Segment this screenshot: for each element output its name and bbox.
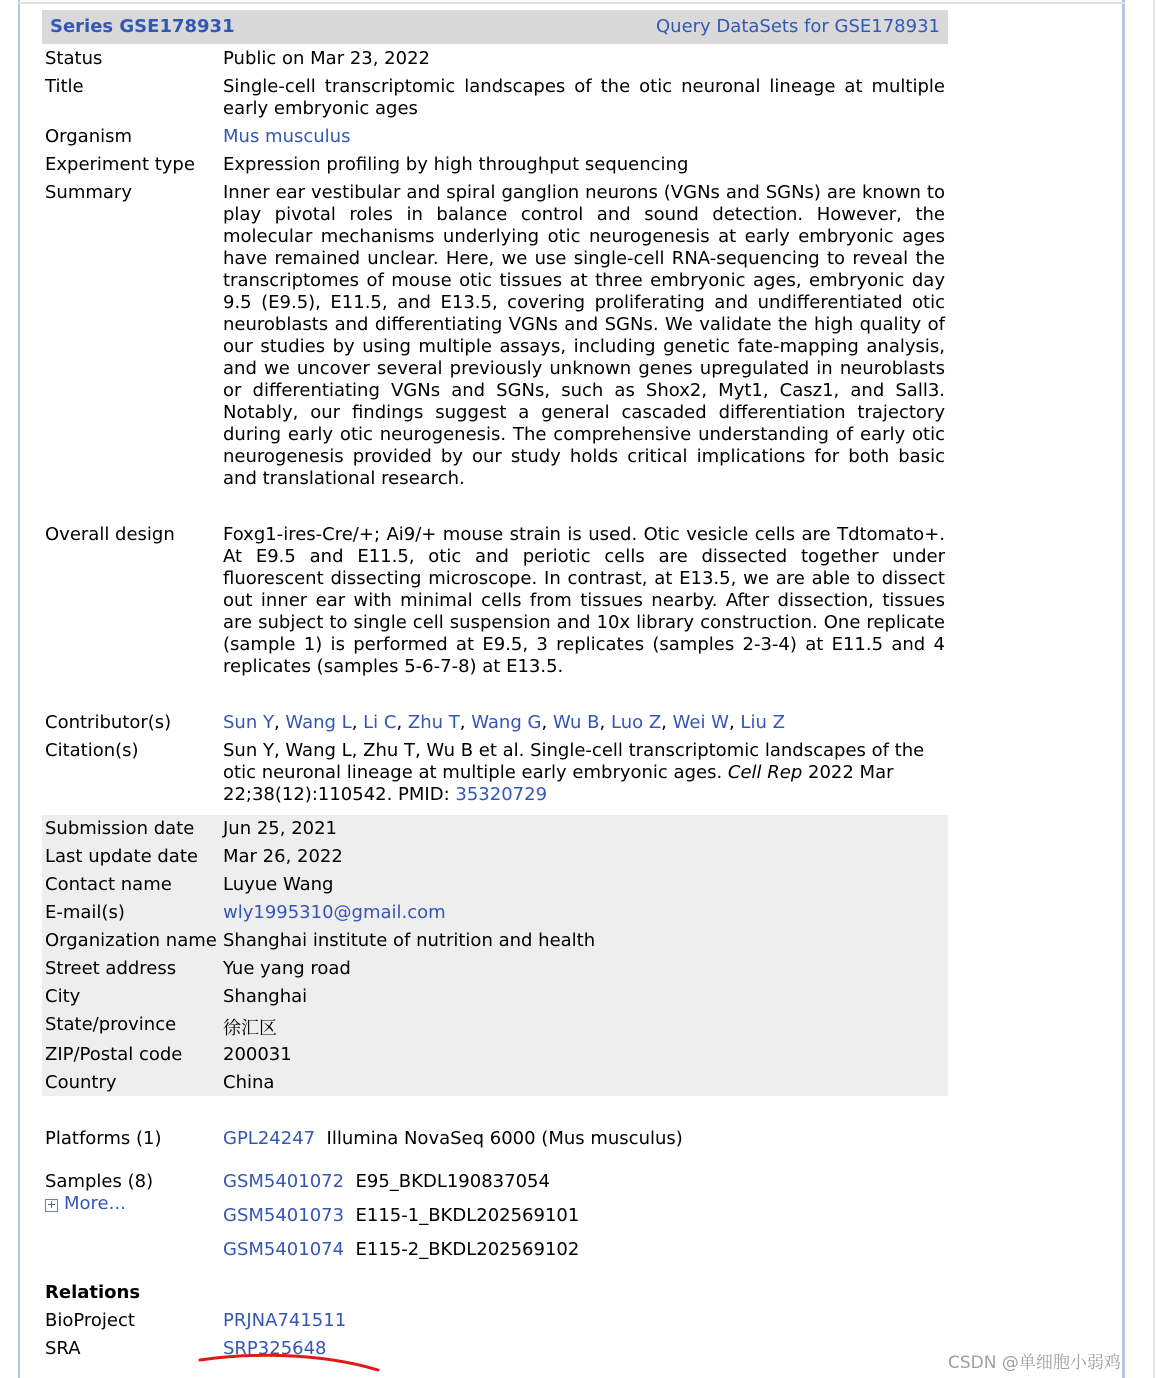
country-label: Country bbox=[45, 1072, 117, 1093]
platform-desc: Illumina NovaSeq 6000 (Mus musculus) bbox=[326, 1128, 683, 1149]
red-underline-annotation bbox=[198, 1352, 388, 1376]
organism-link[interactable]: Mus musculus bbox=[223, 126, 351, 147]
city-value: Shanghai bbox=[223, 986, 308, 1007]
contributor-link[interactable]: Sun Y bbox=[223, 712, 274, 733]
more-link-label[interactable]: More... bbox=[64, 1193, 126, 1214]
watermark: CSDN @单细胞小弱鸡 bbox=[948, 1353, 1121, 1373]
contributors-label: Contributor(s) bbox=[45, 712, 172, 733]
organism-label: Organism bbox=[45, 126, 133, 147]
sample-row bbox=[223, 1171, 550, 1192]
contributor-link[interactable]: Zhu T bbox=[407, 712, 460, 733]
email-label: E-mail(s) bbox=[45, 902, 125, 923]
street-value: Yue yang road bbox=[223, 958, 351, 979]
last-update-value: Mar 26, 2022 bbox=[223, 846, 343, 867]
citation-details: 2022 Mar 22;38(12):110542. PMID: bbox=[223, 762, 894, 805]
overall-design-label: Overall design bbox=[45, 524, 175, 545]
organization-value: Shanghai institute of nutrition and health bbox=[223, 930, 596, 951]
relations-heading: Relations bbox=[45, 1282, 141, 1303]
samples-label: Samples (8) bbox=[45, 1171, 154, 1192]
citation-journal: Cell Rep bbox=[727, 762, 803, 783]
series-title: Series GSE178931 bbox=[50, 16, 235, 37]
bioproject-link[interactable]: PRJNA741511 bbox=[223, 1310, 347, 1331]
sample-link[interactable]: GSM5401074 bbox=[223, 1239, 345, 1260]
citation-label: Citation(s) bbox=[45, 740, 139, 761]
country-value: China bbox=[223, 1072, 275, 1093]
contributor-link[interactable]: Wu B bbox=[552, 712, 600, 733]
status-label: Status bbox=[45, 48, 103, 69]
bioproject-label: BioProject bbox=[45, 1310, 135, 1331]
samples-more-link[interactable] bbox=[45, 1193, 126, 1214]
contributor-link[interactable]: Liu Z bbox=[740, 712, 785, 733]
sra-link[interactable]: SRP325648 bbox=[223, 1338, 327, 1359]
sample-name: E115-2_BKDL202569102 bbox=[355, 1239, 580, 1260]
status-value: Public on Mar 23, 2022 bbox=[223, 48, 430, 69]
summary-text: Inner ear vestibular and spiral ganglion neurons (VGNs and SGNs) are known to play pivotal roles in balance control and sound detection. However, the molecular mechanisms underlying otic neurogenesis at early embryonic ages have remained unclear. Here, we use single-cell RNA-sequencing to reveal the transcriptomes of mouse otic tissues at three embryonic ages, embryonic day 9.5 (E9.5), E11.5, and E13.5, covering proliferating and undifferentiated otic neuroblasts and differentiating VGNs and SGNs. We validate the high quality of our studies by using multiple assays, including genetic fate-mapping analysis, and we uncover several previously unknown genes upregulated in neuroblasts or differentiating VGNs and SGNs, such as Shox2, Myt1, Casz1, and Sall3. Notably, our findings suggest a general cascaded differentiation trajectory during early otic neurogenesis. The comprehensive understanding of early otic neurogenesis provided by our study holds critical implications for both basic and translational research. bbox=[223, 182, 945, 489]
city-label: City bbox=[45, 986, 81, 1007]
state-label: State/province bbox=[45, 1014, 177, 1035]
page-margin bbox=[1125, 0, 1156, 1378]
platform-row bbox=[223, 1128, 683, 1149]
query-datasets-link[interactable]: Query DataSets for GSE178931 bbox=[656, 16, 940, 37]
street-label: Street address bbox=[45, 958, 177, 979]
title-value: Single-cell transcriptomic landscapes of the otic neuronal lineage at multiple early embryonic ages bbox=[223, 76, 945, 119]
series-header bbox=[42, 10, 948, 44]
sample-name: E115-1_BKDL202569101 bbox=[355, 1205, 580, 1226]
platforms-label: Platforms (1) bbox=[45, 1128, 162, 1149]
sample-row bbox=[223, 1205, 579, 1226]
top-border bbox=[18, 2, 1125, 4]
contact-name-value: Luyue Wang bbox=[223, 874, 334, 895]
citation-text bbox=[223, 740, 935, 806]
sample-link[interactable]: GSM5401072 bbox=[223, 1171, 345, 1192]
contact-name-label: Contact name bbox=[45, 874, 172, 895]
organization-label: Organization name bbox=[45, 930, 217, 951]
email-link[interactable]: wly1995310@gmail.com bbox=[223, 902, 446, 923]
sample-row bbox=[223, 1239, 579, 1260]
title-label: Title bbox=[45, 76, 84, 97]
scroll-edge bbox=[1153, 0, 1155, 1378]
zip-value: 200031 bbox=[223, 1044, 292, 1065]
zip-label: ZIP/Postal code bbox=[45, 1044, 183, 1065]
overall-design-text: Foxg1-ires-Cre/+; Ai9/+ mouse strain is used. Otic vesicle cells are Tdtomato+. At E9.5 and E11.5, otic and periotic cells are dissected together under fluorescent dissecting microscope. In contrast, at E13.5, we are able to dissect out inner ear with minimal cells from tissues nearby. After dissection, tissues are subject to single cell suspension and 10x library construction. One replicate (sample 1) is performed at E9.5, 3 replicates (samples 2-3-4) at E11.5 and 4 replicates (samples 5-6-7-8) at E13.5. bbox=[223, 524, 945, 677]
sra-label: SRA bbox=[45, 1338, 81, 1359]
pmid-link[interactable]: 35320729 bbox=[455, 784, 548, 805]
contributor-link[interactable]: Li C bbox=[363, 712, 397, 733]
summary-label: Summary bbox=[45, 182, 132, 203]
contributors-list: Sun Y, Wang L, Li C, Zhu T, Wang G, Wu B, Luo Z, Wei W, Liu Z bbox=[223, 712, 785, 733]
citation-body: Sun Y, Wang L, Zhu T, Wu B et al. Single-cell transcriptomic landscapes of the otic neuronal lineage at multiple early embryonic ages. bbox=[223, 740, 925, 783]
experiment-type-label: Experiment type bbox=[45, 154, 195, 175]
state-value: 徐汇区 bbox=[223, 1018, 277, 1039]
platform-link[interactable]: GPL24247 bbox=[223, 1128, 316, 1149]
submission-date-label: Submission date bbox=[45, 818, 195, 839]
last-update-label: Last update date bbox=[45, 846, 198, 867]
contributor-link[interactable]: Luo Z bbox=[610, 712, 662, 733]
sample-name: E95_BKDL190837054 bbox=[355, 1171, 550, 1192]
expand-plus-icon[interactable]: + bbox=[46, 1198, 57, 1211]
experiment-type-value: Expression profiling by high throughput sequencing bbox=[223, 154, 689, 175]
sample-link[interactable]: GSM5401073 bbox=[223, 1205, 345, 1226]
contributor-link[interactable]: Wang L bbox=[285, 712, 352, 733]
submission-date-value: Jun 25, 2021 bbox=[223, 818, 338, 839]
contributor-link[interactable]: Wang G bbox=[471, 712, 542, 733]
contributor-link[interactable]: Wei W bbox=[672, 712, 729, 733]
